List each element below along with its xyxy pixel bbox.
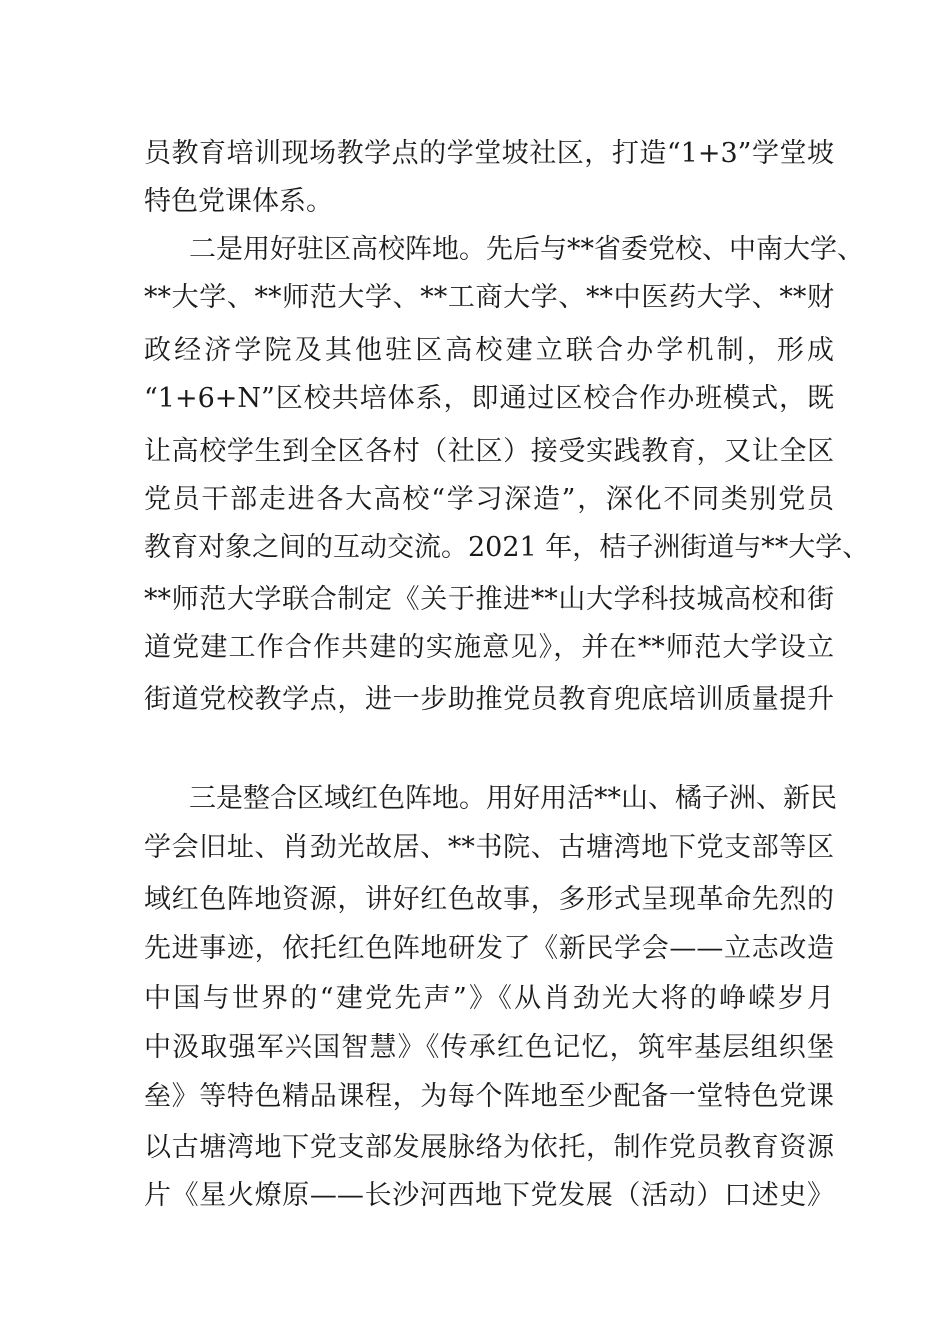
paragraph-3-line-4: 先进事迹，依托红色阵地研发了《新民学会——立志改造 bbox=[144, 933, 834, 964]
paragraph-1-line-1: 员教育培训现场教学点的学堂坡社区，打造“1+3”学堂坡 bbox=[144, 138, 834, 169]
paragraph-3-line-7: 垒》等特色精品课程，为每个阵地至少配备一堂特色党课 bbox=[144, 1081, 834, 1112]
paragraph-2-line-10: 街道党校教学点，进一步助推党员教育兜底培训质量提升 bbox=[144, 684, 834, 715]
paragraph-3-line-3: 域红色阵地资源，讲好红色故事，多形式呈现革命先烈的 bbox=[144, 884, 834, 915]
paragraph-1-line-2: 特色党课体系。 bbox=[144, 186, 333, 217]
paragraph-3-line-9: 片《星火燎原——长沙河西地下党发展（活动）口述史》 bbox=[144, 1180, 834, 1211]
paragraph-2-line-4: “1+6+N”区校共培体系，即通过区校合作办班模式，既 bbox=[144, 383, 834, 414]
paragraph-2-line-8: **师范大学联合制定《关于推进**山大学科技城高校和街 bbox=[144, 584, 834, 615]
paragraph-2-line-1: 二是用好驻区高校阵地。先后与**省委党校、中南大学、 bbox=[189, 234, 864, 265]
paragraph-2-line-9: 道党建工作合作共建的实施意见》，并在**师范大学设立 bbox=[144, 632, 834, 663]
paragraph-3-line-2: 学会旧址、肖劲光故居、**书院、古塘湾地下党支部等区 bbox=[144, 832, 834, 863]
paragraph-2-line-2: **大学、**师范大学、**工商大学、**中医药大学、**财 bbox=[144, 282, 834, 313]
paragraph-3-line-5: 中国与世界的“建党先声”》《从肖劲光大将的峥嵘岁月 bbox=[144, 983, 834, 1014]
paragraph-3-line-1: 三是整合区域红色阵地。用好用活**山、橘子洲、新民 bbox=[189, 783, 837, 814]
paragraph-3-line-6: 中汲取强军兴国智慧》《传承红色记忆，筑牢基层组织堡 bbox=[144, 1032, 834, 1063]
paragraph-2-line-7: 教育对象之间的互动交流。2021 年，桔子洲街道与**大学、 bbox=[144, 532, 870, 563]
paragraph-2-line-5: 让高校学生到全区各村（社区）接受实践教育，又让全区 bbox=[144, 436, 834, 467]
paragraph-2-line-6: 党员干部走进各大高校“学习深造”，深化不同类别党员 bbox=[144, 484, 834, 515]
paragraph-2-line-3: 政经济学院及其他驻区高校建立联合办学机制，形成 bbox=[144, 335, 834, 366]
paragraph-3-line-8: 以古塘湾地下党支部发展脉络为依托，制作党员教育资源 bbox=[144, 1132, 834, 1163]
